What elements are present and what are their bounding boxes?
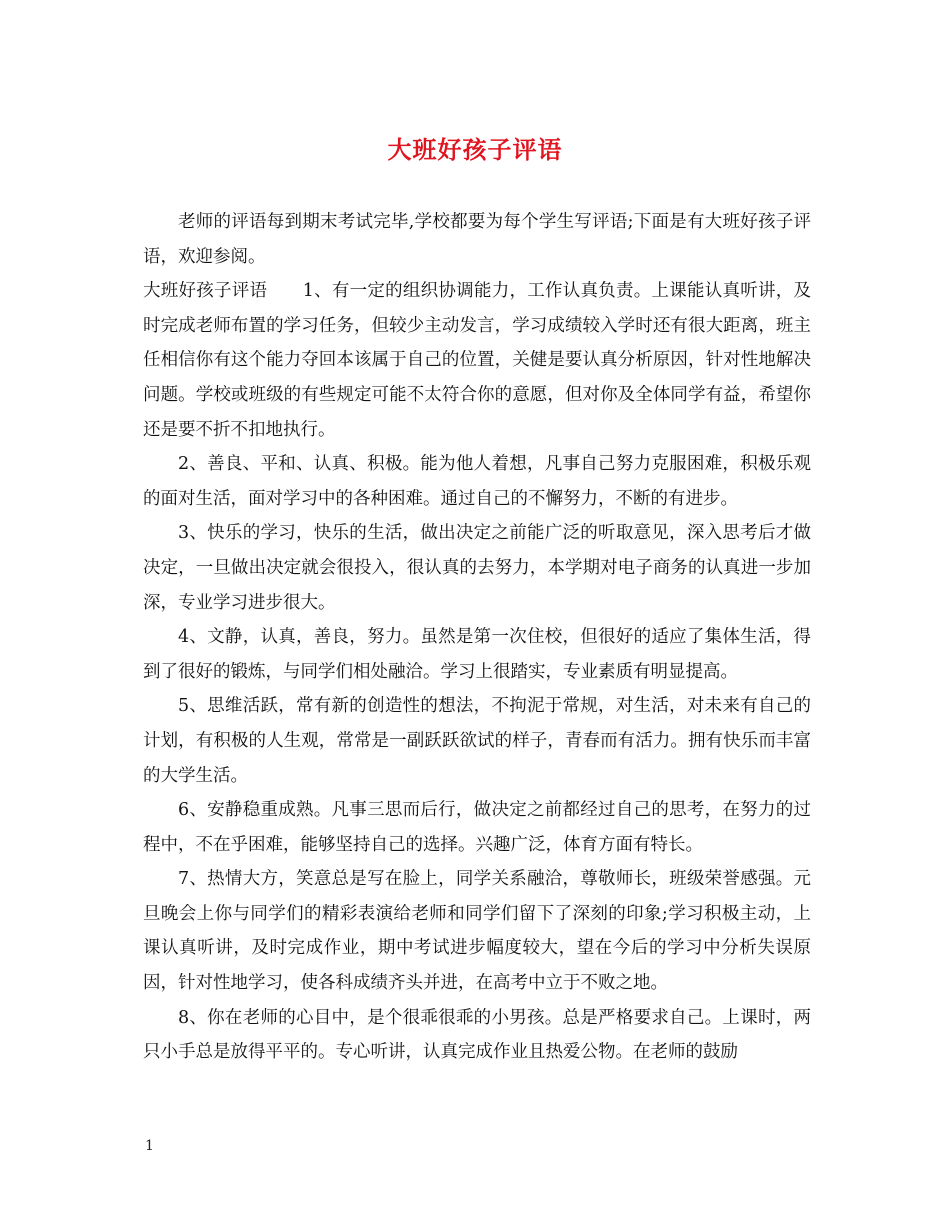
paragraph-comment-7: 7、热情大方，笑意总是写在脸上，同学关系融洽，尊敬师长，班级荣誉感强。元旦晚会上你与同学们的精彩表演给老师和同学们留下了深刻的印象;学习积极主动，上课认真听讲，及时完成作业，期中考试进步幅度较大，望在今后的学习中分析失误原因，针对性地学习，使各科成绩齐头并进，在高考中立于不败之地。 xyxy=(143,869,811,994)
paragraph-comment-2: 2、善良、平和、认真、积极。能为他人着想，凡事自己努力克服困难，积极乐观的面对生活，面对学习中的各种困难。通过自己的不懈努力，不断的有进步。 xyxy=(143,454,811,509)
paragraph-comment-3: 3、快乐的学习，快乐的生活，做出决定之前能广泛的听取意见，深入思考后才做决定，一旦做出决定就会很投入，很认真的去努力，本学期对电子商务的认真进一步加深，专业学习进步很大。 xyxy=(143,523,811,613)
paragraph-comment-1: 大班好孩子评语 1、有一定的组织协调能力，工作认真负责。上课能认真听讲，及时完成老师布置的学习任务，但较少主动发言，学习成绩较入学时还有很大距离，班主任相信你有这个能力夺回本该属于自己的位置，关健是要认真分析原因，针对性地解决问题。学校或班级的有些规定可能不太符合你的意愿，但对你及全体同学有益，希望你还是要不折不扣地执行。 xyxy=(143,281,811,440)
document-body xyxy=(143,205,811,1070)
document-title: 大班好孩子评语 xyxy=(387,135,563,164)
paragraph-comment-5: 5、思维活跃，常有新的创造性的想法，不拘泥于常规，对生活，对未来有自己的计划，有积极的人生观，常常是一副跃跃欲试的样子，青春而有活力。拥有快乐而丰富的大学生活。 xyxy=(143,696,811,786)
paragraph-intro: 老师的评语每到期末考试完毕,学校都要为每个学生写评语;下面是有大班好孩子评语，欢迎参阅。 xyxy=(143,212,811,267)
paragraph-comment-6: 6、安静稳重成熟。凡事三思而后行，做决定之前都经过自己的思考，在努力的过程中，不在乎困难，能够坚持自己的选择。兴趣广泛，体育方面有特长。 xyxy=(143,800,811,855)
paragraph-comment-8: 8、你在老师的心目中，是个很乖很乖的小男孩。总是严格要求自己。上课时，两只小手总是放得平平的。专心听讲，认真完成作业且热爱公物。在老师的鼓励 xyxy=(143,1007,811,1063)
paragraph-comment-4: 4、文静，认真，善良，努力。虽然是第一次住校，但很好的适应了集体生活，得到了很好的锻炼，与同学们相处融洽。学习上很踏实，专业素质有明显提高。 xyxy=(143,627,811,682)
page-number: 1 xyxy=(145,1138,154,1154)
